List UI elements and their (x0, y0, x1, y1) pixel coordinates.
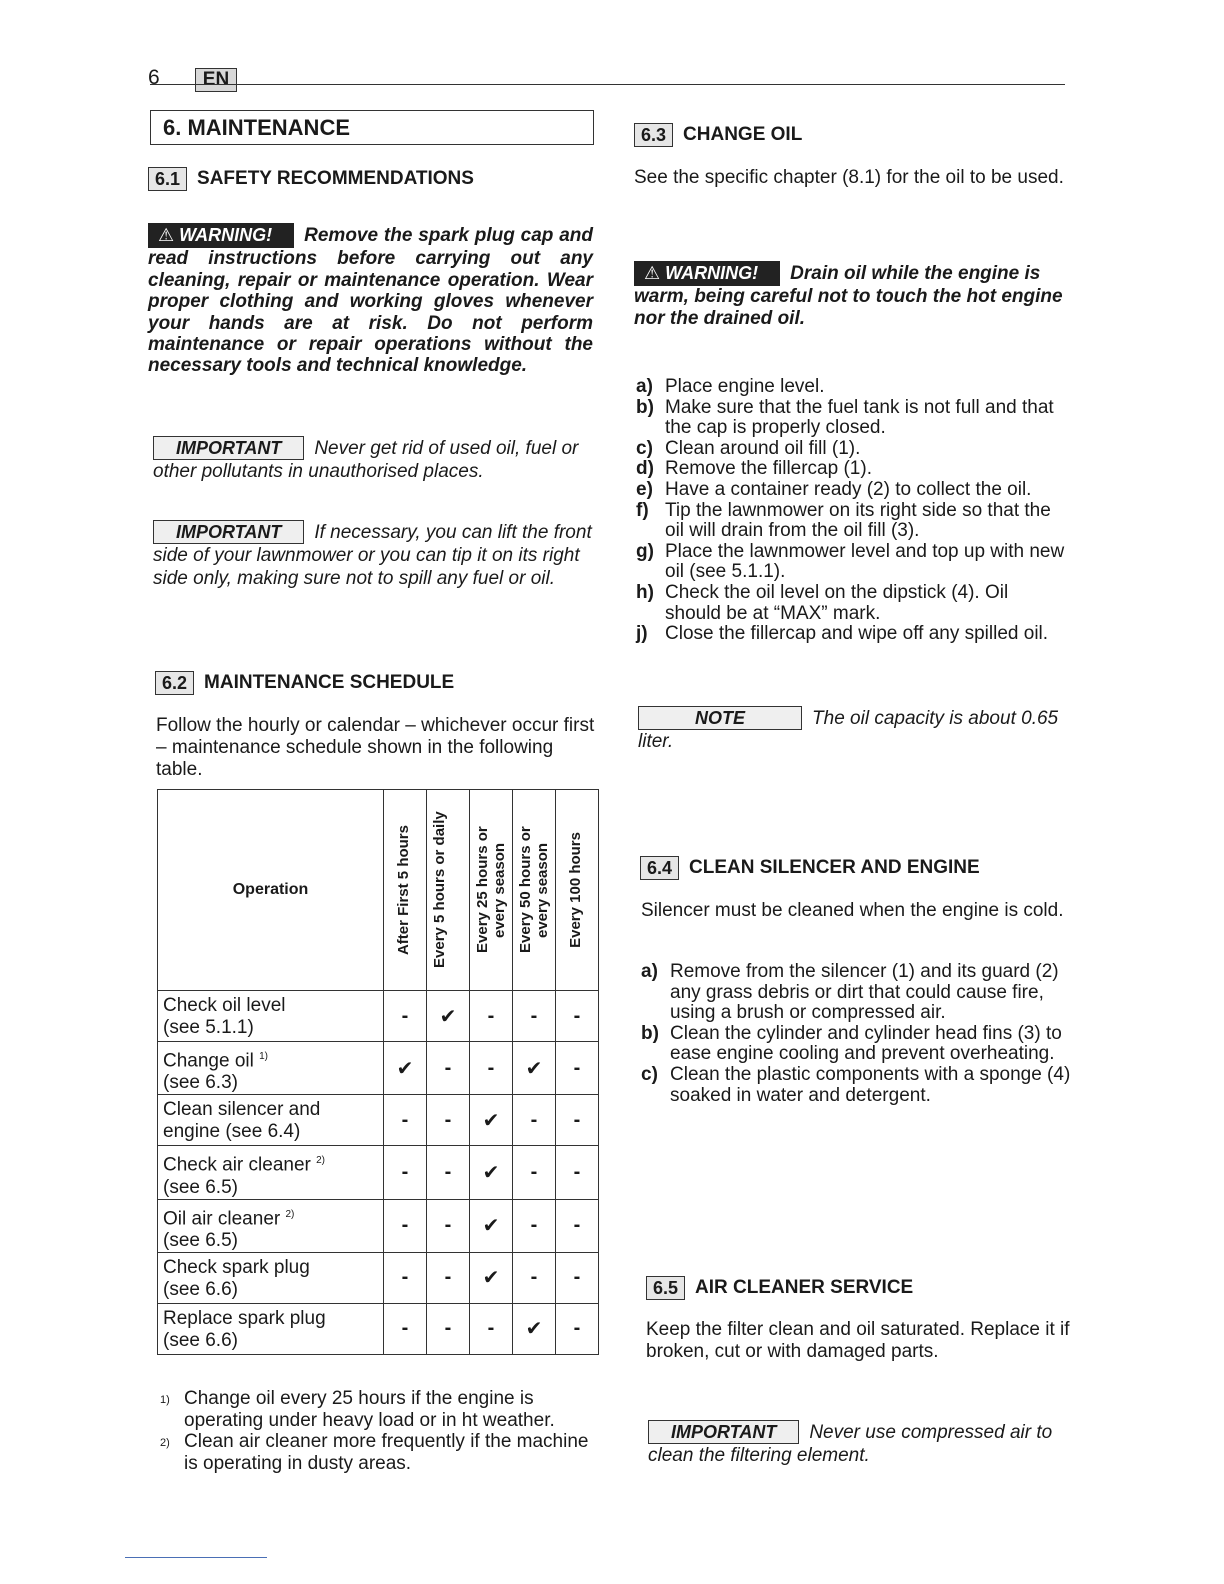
section-title: CHANGE OIL (683, 124, 803, 145)
schedule-mark: - (470, 1042, 513, 1095)
warning-text: Drain oil while the engine is warm, being careful not to touch the hot engine nor the drained oil. (634, 263, 1063, 329)
list-item: e) Have a container ready (2) to collect the oil. (636, 478, 1032, 500)
important-text: Never use compressed air to clean the filtering element. (648, 1422, 1053, 1466)
clean-silencer-intro: Silencer must be cleaned when the engine is cold. (641, 900, 1064, 921)
important-block-3 (648, 1420, 1078, 1467)
list-item: c) Clean around oil fill (1). (636, 437, 861, 459)
schedule-mark: - (384, 991, 427, 1042)
section-number: 6.3 (634, 123, 673, 147)
schedule-mark: - (384, 1252, 427, 1303)
schedule-mark: - (427, 1042, 470, 1095)
warning-block-2 (634, 261, 1066, 329)
section-title: AIR CLEANER SERVICE (695, 1277, 914, 1298)
warning-text: Remove the spark plug cap and read instructions before carrying out any cleaning, repair or maintenance operation. Wear proper clothing and working gloves whenever your hands are at risk. Do not perform maintenance or repair operations without the necessary tools and technical knowledge. (148, 225, 593, 377)
schedule-mark: - (384, 1095, 427, 1146)
schedule-mark: ✔ (470, 1252, 513, 1303)
operation-cell: Clean silencer and engine (see 6.4) (158, 1095, 384, 1146)
table-row (158, 991, 599, 1042)
warning-badge: ⚠ WARNING! (148, 223, 294, 248)
schedule-mark: - (470, 1303, 513, 1354)
schedule-mark: - (427, 1252, 470, 1303)
column-header: Every 25 hours or every season (470, 790, 513, 991)
schedule-mark: - (427, 1095, 470, 1146)
change-oil-steps (636, 377, 1068, 645)
schedule-mark: - (470, 991, 513, 1042)
schedule-mark: ✔ (513, 1303, 556, 1354)
important-block-1 (153, 436, 598, 483)
schedule-mark: - (513, 991, 556, 1042)
maintenance-schedule-table (157, 789, 599, 1355)
section-6-3-heading (634, 123, 802, 147)
schedule-mark: - (427, 1303, 470, 1354)
schedule-mark: - (556, 1042, 599, 1095)
schedule-mark: - (384, 1303, 427, 1354)
important-text: If necessary, you can lift the front side of your lawnmower or you can tip it on its right side only, making sure not to spill any fuel or oil. (153, 522, 592, 589)
footer-line (125, 1557, 267, 1558)
section-6-5-heading (646, 1276, 913, 1300)
list-item: c) Clean the plastic components with a sponge (4) soaked in water and detergent. (641, 1063, 1071, 1106)
list-item: f) Tip the lawnmower on its right side so that the oil will drain from the oil fill (3). (636, 499, 1051, 542)
table-row (158, 1252, 599, 1303)
section-title: SAFETY RECOMMENDATIONS (197, 168, 474, 189)
operation-cell: Check spark plug (see 6.6) (158, 1252, 384, 1303)
change-oil-intro: See the specific chapter (8.1) for the oil to be used. (634, 167, 1064, 188)
column-header: Every 5 hours or daily (427, 790, 470, 991)
page-number: 6 (148, 66, 160, 89)
important-badge: IMPORTANT (153, 436, 304, 460)
schedule-mark: - (556, 1199, 599, 1252)
list-item: g) Place the lawnmower level and top up with new oil (see 5.1.1). (636, 540, 1065, 583)
schedule-mark: ✔ (427, 991, 470, 1042)
section-number: 6.1 (148, 167, 187, 191)
important-text: Never get rid of used oil, fuel or other pollutants in unauthorised places. (153, 438, 579, 482)
schedule-mark: - (556, 991, 599, 1042)
column-header: Every 50 hours or every season (513, 790, 556, 991)
operation-cell: Check oil level (see 5.1.1) (158, 991, 384, 1042)
operation-cell: Check air cleaner $^{2)}$ (see 6.5) (158, 1146, 384, 1199)
footnotes (160, 1388, 605, 1474)
schedule-mark: - (384, 1146, 427, 1199)
operation-cell: Change oil $^{1)}$ (see 6.3) (158, 1042, 384, 1095)
section-6-4-heading (640, 856, 980, 880)
warning-block-1 (148, 223, 593, 377)
schedule-mark: - (556, 1303, 599, 1354)
schedule-mark: - (427, 1146, 470, 1199)
schedule-mark: - (556, 1252, 599, 1303)
header-rule (150, 84, 1065, 85)
schedule-mark: ✔ (384, 1042, 427, 1095)
note-badge: NOTE (638, 706, 802, 730)
schedule-mark: - (556, 1095, 599, 1146)
schedule-mark: - (513, 1095, 556, 1146)
column-header: Every 100 hours (556, 790, 599, 991)
list-item: b) Make sure that the fuel tank is not full and that the cap is properly closed. (636, 396, 1054, 439)
note-block (638, 706, 1070, 753)
section-number: 6.4 (640, 856, 679, 880)
table-row (158, 1303, 599, 1354)
language-badge: EN (195, 68, 237, 92)
footnote: 1) Change oil every 25 hours if the engine is operating under heavy load or in ht weather. (160, 1388, 555, 1431)
list-item: j) Close the fillercap and wipe off any spilled oil. (636, 623, 1049, 645)
list-item: d) Remove the fillercap (1). (636, 458, 872, 480)
schedule-mark: ✔ (470, 1095, 513, 1146)
list-item: b) Clean the cylinder and cylinder head fins (3) to ease engine cooling and prevent overheating. (641, 1022, 1062, 1065)
operation-cell: Oil air cleaner $^{2)}$ (see 6.5) (158, 1199, 384, 1252)
schedule-mark: - (513, 1199, 556, 1252)
important-badge: IMPORTANT (648, 1420, 799, 1444)
schedule-intro: Follow the hourly or calendar – whichever occur first – maintenance schedule shown in the following table. (156, 715, 595, 780)
chapter-title: 6. MAINTENANCE (150, 110, 594, 145)
table-row (158, 1199, 599, 1252)
air-cleaner-intro: Keep the filter clean and oil saturated. Replace it if broken, cut or with damaged parts. (646, 1319, 1070, 1362)
list-item: a) Place engine level. (636, 376, 825, 397)
table-row (158, 1146, 599, 1199)
section-6-2-heading (155, 671, 454, 695)
schedule-mark: ✔ (470, 1146, 513, 1199)
column-header: After First 5 hours (384, 790, 427, 991)
section-number: 6.5 (646, 1276, 685, 1300)
table-row (158, 1095, 599, 1146)
schedule-mark: - (513, 1252, 556, 1303)
important-block-2 (153, 520, 598, 590)
table-row (158, 1042, 599, 1095)
column-header-operation: Operation (158, 790, 384, 991)
schedule-mark: ✔ (470, 1199, 513, 1252)
schedule-mark: - (513, 1146, 556, 1199)
footnote: 2) Clean air cleaner more frequently if the machine is operating in dusty areas. (160, 1431, 589, 1474)
schedule-mark: - (556, 1146, 599, 1199)
warning-badge: ⚠ WARNING! (634, 261, 780, 286)
list-item: a) Remove from the silencer (1) and its guard (2) any grass debris or dirt that could cause fire, using a brush or compressed air. (641, 961, 1059, 1024)
section-number: 6.2 (155, 671, 194, 695)
section-title: CLEAN SILENCER AND ENGINE (689, 857, 980, 878)
section-6-1-heading (148, 167, 474, 191)
section-title: MAINTENANCE SCHEDULE (204, 672, 455, 693)
note-text: The oil capacity is about 0.65 liter. (638, 708, 1059, 752)
schedule-mark: - (384, 1199, 427, 1252)
schedule-mark: ✔ (513, 1042, 556, 1095)
table-header-row (158, 790, 599, 991)
operation-cell: Replace spark plug (see 6.6) (158, 1303, 384, 1354)
important-badge: IMPORTANT (153, 520, 304, 544)
schedule-mark: - (427, 1199, 470, 1252)
list-item: h) Check the oil level on the dipstick (4). Oil should be at “MAX” mark. (636, 581, 1009, 624)
clean-silencer-steps (641, 962, 1074, 1106)
